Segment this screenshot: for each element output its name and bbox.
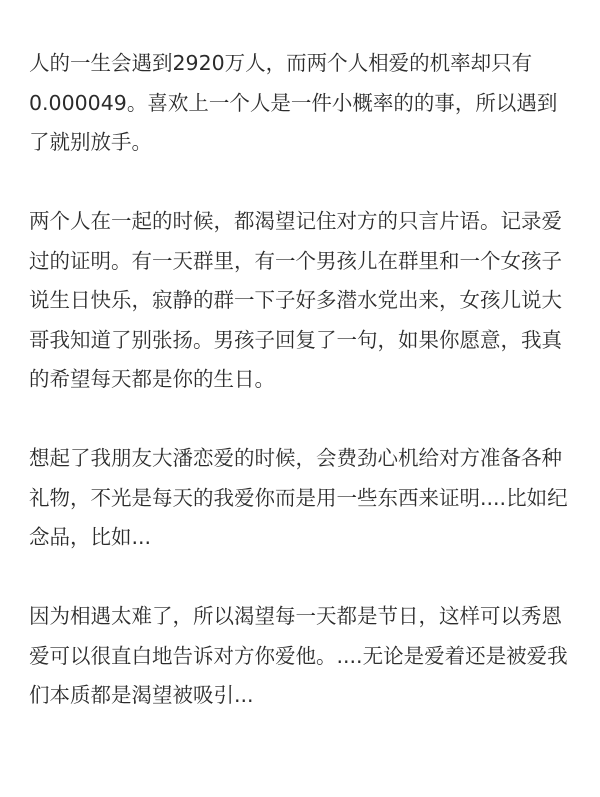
text-line: 了就别放手。: [29, 130, 152, 154]
text-line: 过的证明。有一天群里，有一个男孩儿在群里和一个女孩子: [29, 248, 562, 273]
text-line: 因为相遇太难了，所以渴望每一天都是节日，这样可以秀恩: [29, 604, 562, 628]
text-line: 礼物，不光是每天的我爱你而是用一些东西来证明....比如纪: [29, 485, 568, 510]
text-line: 想起了我朋友大潘恋爱的时候，会费劲心机给对方准备各种: [29, 446, 562, 470]
text-line: 爱可以很直白地告诉对方你爱他。....无论是爱着还是被爱我: [29, 643, 568, 668]
text-line: 的希望每天都是你的生日。: [29, 367, 275, 391]
article-body: [29, 44, 585, 716]
paragraph-2: [29, 202, 585, 400]
paragraph-1: [29, 44, 585, 163]
paragraph-spacer: [29, 558, 585, 598]
text-line: 哥我知道了别张扬。男孩子回复了一句，如果你愿意，我真: [29, 327, 562, 352]
paragraph-spacer: [29, 400, 585, 440]
text-line: 念品，比如...: [29, 525, 152, 549]
paragraph-4: [29, 597, 585, 716]
paragraph-spacer: [29, 163, 585, 203]
text-line: 说生日快乐，寂静的群一下子好多潜水党出来，女孩儿说大: [29, 288, 562, 312]
text-line: 人的一生会遇到2920万人，而两个人相爱的机率却只有: [29, 51, 533, 75]
text-line: 0.000049。喜欢上一个人是一件小概率的的事，所以遇到: [29, 90, 558, 115]
text-line: 们本质都是渴望被吸引...: [29, 683, 254, 707]
paragraph-3: [29, 439, 585, 558]
text-line: 两个人在一起的时候，都渴望记住对方的只言片语。记录爱: [29, 209, 562, 233]
